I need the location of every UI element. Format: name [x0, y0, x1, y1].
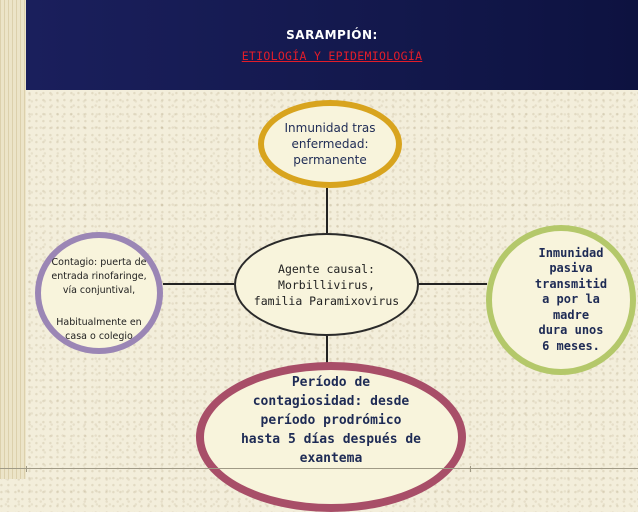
node-causal-agent-text: Agente causal: Morbillivirus, familia Paramixovirus	[253, 261, 400, 308]
node-contagious-period-text: Período de contagiosidad: desde período prodrómico hasta 5 días después de exantema	[240, 374, 421, 466]
node-contagion-text-1: Contagio: puerta de entrada rinofaringe, vía conjuntival,	[51, 257, 147, 296]
node-immunity-after-disease	[258, 100, 402, 188]
node-causal-agent	[234, 233, 419, 336]
node-contagion	[35, 232, 163, 354]
slide-title: SARAMPIÓN:	[286, 28, 378, 42]
node-passive-immunity	[486, 225, 636, 375]
footer-tick-right	[470, 466, 471, 472]
node-contagion-text	[51, 242, 146, 344]
footer-divider	[0, 468, 638, 469]
node-contagious-period	[196, 362, 466, 512]
node-passive-immunity-text: Inmunidad pasiva transmitid a por la madre dura unos 6 meses.	[534, 245, 608, 353]
footer-tick-left	[26, 466, 27, 472]
slide-subtitle: ETIOLOGÍA Y EPIDEMIOLOGÍA	[241, 49, 423, 63]
node-contagion-text-2: Habitualmente en casa o colegio	[56, 317, 142, 342]
node-immunity-after-disease-text: Inmunidad tras enfermedad: permanente	[284, 121, 376, 167]
